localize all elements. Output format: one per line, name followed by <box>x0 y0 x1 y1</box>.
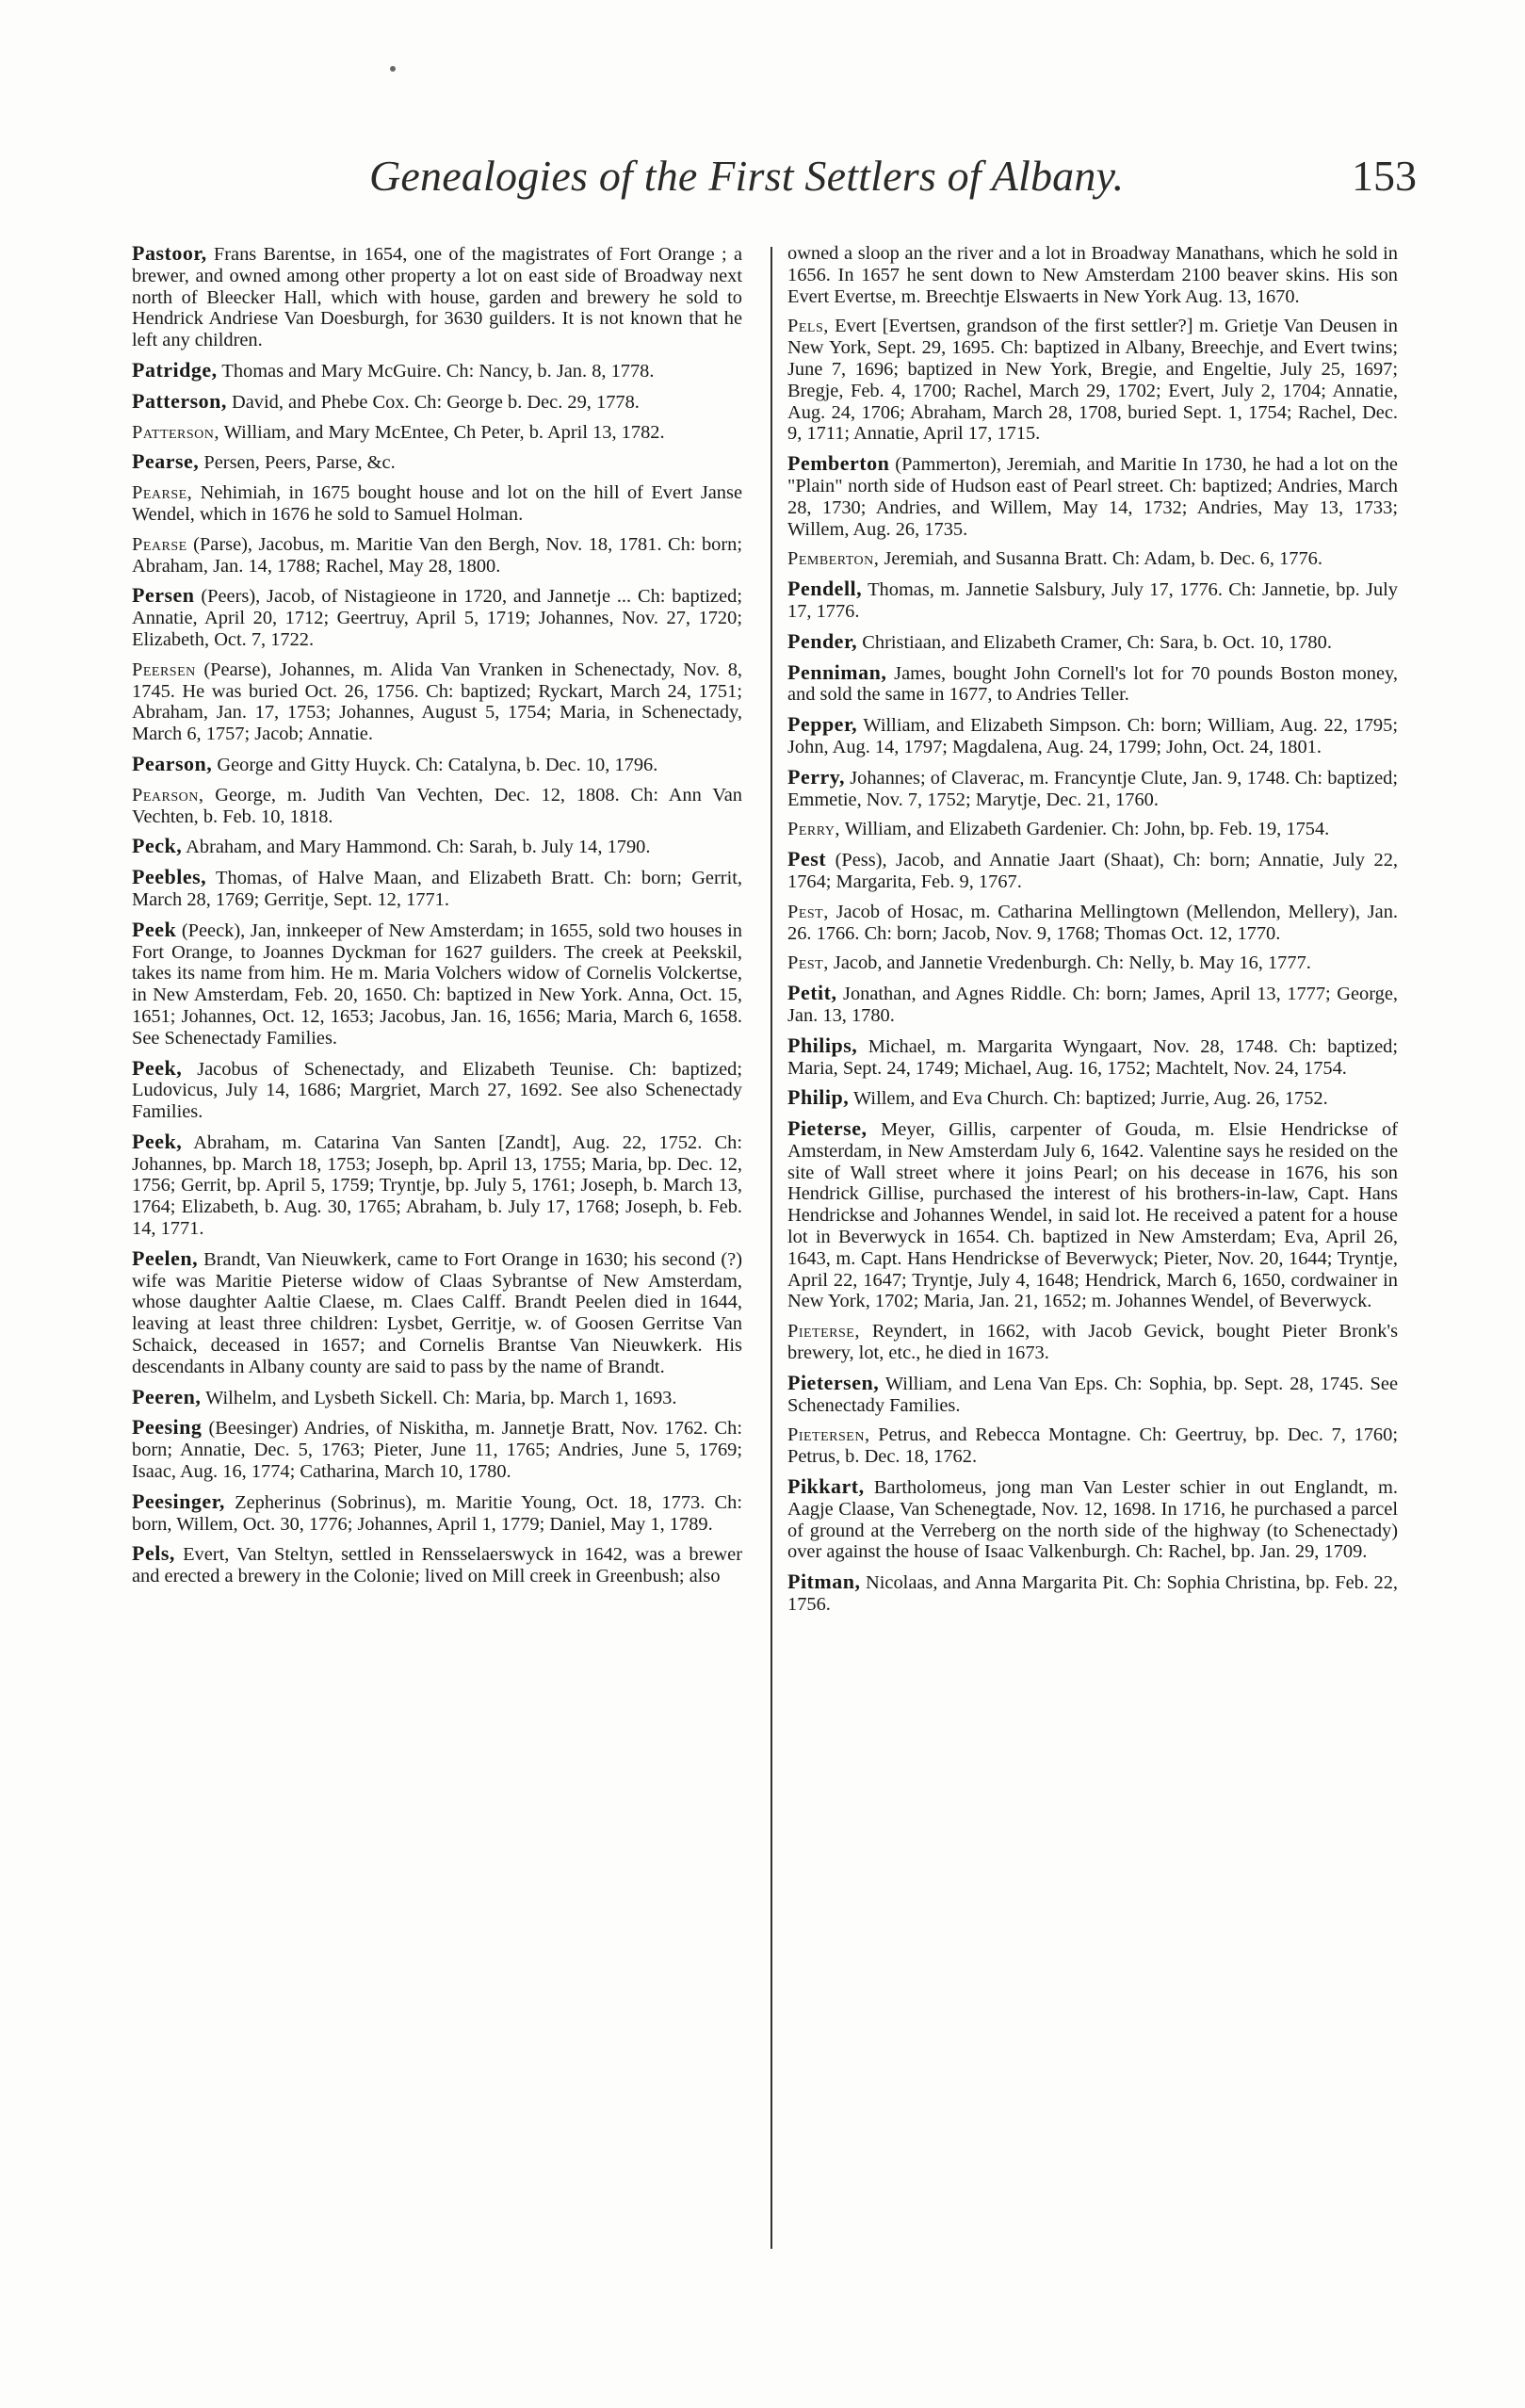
genealogy-entry <box>787 764 1398 811</box>
entry-surname: Pastoor, <box>132 241 207 265</box>
entry-surname: Pels, <box>132 1541 175 1566</box>
entry-text: Michael, m. Margarita Wyngaart, Nov. 28, 1748. Ch: baptized; Maria, Sept. 24, 1749; Michael, Aug. 16, 1752; Machtelt, Nov. 24, 1754. <box>787 1035 1398 1079</box>
genealogy-entry <box>132 919 742 1049</box>
entry-text: (Peeck), Jan, innkeeper of New Amsterdam; in 1655, sold two houses in Fort Orange, to Joannes Dyckman for 1627 guilders. The creek at Peekskil, takes its name from him. He m. Maria Volchers widow of Cornelis Volckertse, in New Amsterdam, Feb. 20, 1650. Ch: baptized in New York. Anna, Oct. 15, 1651; Johannes, Oct. 12, 1653; Jacobus, Jan. 16, 1656; Maria, March 6, 1658. See Schenectady Families. <box>132 919 742 1049</box>
entry-text: Wilhelm, and Lysbeth Sickell. Ch: Maria, bp. March 1, 1693. <box>201 1387 677 1408</box>
genealogy-entry <box>787 316 1398 445</box>
genealogy-entry <box>787 902 1398 945</box>
page-header <box>369 151 1417 217</box>
entry-text: William, and Mary McEntee, Ch Peter, b. April 13, 1782. <box>219 421 665 443</box>
entry-text: Jeremiah, and Susanna Bratt. Ch: Adam, b. Dec. 6, 1776. <box>879 548 1322 570</box>
entry-surname: Patridge, <box>132 357 218 382</box>
entry-surname: Pest, <box>787 952 829 974</box>
genealogy-entry <box>787 1424 1398 1468</box>
entry-text: Thomas, of Halve Maan, and Elizabeth Bratt. Ch: born; Gerrit, March 28, 1769; Gerritje, Sept. 12, 1771. <box>132 868 742 910</box>
entry-surname: Peebles, <box>132 865 207 889</box>
page-number: 153 <box>1352 152 1417 200</box>
genealogy-entry <box>132 1417 742 1482</box>
genealogy-entry <box>132 585 742 650</box>
genealogy-entry <box>787 714 1398 758</box>
entry-text: Nicolaas, and Anna Margarita Pit. Ch: Sophia Christina, bp. Feb. 22, 1756. <box>787 1572 1398 1616</box>
entry-surname: Pieterse, <box>787 1321 860 1342</box>
entry-text: (Pearse), Johannes, m. Alida Van Vranken in Schenectady, Nov. 8, 1745. He was buried Oct. 26, 1756. Ch: baptized; Ryckart, March 24, 1751; Abraham, Jan. 17, 1753; Johannes, August 5, 1754; Maria, in Schenectady, March 6, 1757; Jacob; Annatie. <box>132 659 742 745</box>
genealogy-entry <box>787 1476 1398 1563</box>
right-column <box>787 243 1398 1624</box>
entry-text: Meyer, Gillis, carpenter of Gouda, m. Elsie Hendrickse of Amsterdam, in New Amsterdam July 6, 1642. Valentine says he resided on the site of Wall street where it joins Pearl; on his decease in 1676, his son Hendrick Gillise, purchased the interest of his brothers-in-law, Capt. Hans Hendrickse and Johannes Wendel, in said lot. He received a patent for a house lot in Beverwyck in 1654. Ch. baptized in New Amsterdam; Eva, April 26, 1643, m. Capt. Hans Hendrickse of Beverwyck; Pieter, Nov. 20, 1644; Tryntje, April 22, 1647; Tryntje, July 4, 1648; Hendrick, March 6, 1650, cordwainer in New York, 1702; Maria, Jan. 21, 1652; m. Johannes Wendel, of Beverwyck. <box>787 1119 1398 1312</box>
entry-text: Evert [Evertsen, grandson of the first settler?] m. Grietje Van Deusen in New York, Sept. 29, 1695. Ch: baptized in Albany, Breechje, and Evert twins; June 7, 1696; baptized in New York, Bregie, and Engeltie, July 25, 1697; Bregje, Feb. 4, 1700; Rachel, March 29, 1702; Evert, July 2, 1704; Annatie, Aug. 24, 1706; Abraham, March 28, 1708, buried Sept. 1, 1754; Rachel, Dec. 9, 1711; Annatie, April 17, 1715. <box>787 316 1398 445</box>
genealogy-entry <box>787 1571 1398 1616</box>
entry-surname: Perry, <box>787 819 841 840</box>
entry-surname: Pendell, <box>787 577 863 601</box>
entry-surname: Peek, <box>132 1129 183 1153</box>
genealogy-entry <box>132 534 742 578</box>
entry-surname: Perry, <box>787 764 846 789</box>
entry-surname: Pietersen, <box>787 1424 870 1446</box>
stray-mark <box>390 66 396 72</box>
entry-text: Thomas and Mary McGuire. Ch: Nancy, b. Jan. 8, 1778. <box>217 360 655 382</box>
genealogy-entry <box>787 1118 1398 1312</box>
entry-surname: Peek <box>132 917 177 941</box>
genealogy-entry <box>787 1321 1398 1364</box>
genealogy-entry <box>787 548 1398 570</box>
running-title: Genealogies of the First Settlers of Albany. <box>369 152 1125 200</box>
genealogy-entry <box>132 388 742 414</box>
entry-text: Jonathan, and Agnes Riddle. Ch: born; James, April 13, 1777; George, Jan. 13, 1780. <box>787 984 1398 1026</box>
entry-surname: Peelen, <box>132 1245 199 1270</box>
entry-text: Christiaan, and Elizabeth Cramer, Ch: Sara, b. Oct. 10, 1780. <box>857 631 1332 653</box>
entry-surname: Pieterse, <box>787 1116 868 1141</box>
entry-text: Evert, Van Steltyn, settled in Rensselaerswyck in 1642, was a brewer and erected a brewery in the Colonie; lived on Mill creek in Greenbush; also <box>132 1544 742 1587</box>
entry-surname: Pearse, <box>132 482 193 504</box>
genealogy-entry <box>787 243 1398 307</box>
entry-text: Jacob, and Jannetie Vredenburgh. Ch: Nelly, b. May 16, 1777. <box>828 952 1311 974</box>
entry-text: James, bought John Cornell's lot for 70 pounds Boston money, and sold the same in 1677, to Andries Teller. <box>787 662 1398 706</box>
entry-surname: Peeren, <box>132 1384 202 1408</box>
entry-text: George, m. Judith Van Vechten, Dec. 12, 1808. Ch: Ann Van Vechten, b. Feb. 10, 1818. <box>132 784 742 827</box>
entry-surname: Pemberton, <box>787 548 880 570</box>
genealogy-entry <box>132 422 742 444</box>
genealogy-entry <box>132 357 742 382</box>
entry-text: William, and Lena Van Eps. Ch: Sophia, bp. Sept. 28, 1745. See Schenectady Families. <box>787 1373 1398 1416</box>
entry-text: (Peers), Jacob, of Nistagieone in 1720, and Jannetje ... Ch: baptized; Annatie, April 20, 1712; Geertruy, April 5, 1719; Johannes, Nov. 27, 1720; Elizabeth, Oct. 7, 1722. <box>132 586 742 650</box>
entry-surname: Pearson, <box>132 751 213 775</box>
genealogy-entry <box>132 836 742 858</box>
entry-text: Thomas, m. Jannetie Salsbury, July 17, 1776. Ch: Jannetie, bp. July 17, 1776. <box>787 579 1398 622</box>
entry-text: owned a sloop an the river and a lot in Broadway Manathans, which he sold in 1656. In 1657 he sent down to New Amsterdam 2100 beaver skins. His son Evert Evertse, m. Breechtje Elswaerts in New York Aug. 13, 1670. <box>787 243 1398 307</box>
entry-surname: Peck, <box>132 834 183 858</box>
entry-text: Frans Barentse, in 1654, one of the magistrates of Fort Orange ; a brewer, and owned among other property a lot on east side of Broadway next north of Bleecker Hall, which with house, garden and brewery he sold to Hendrick Andriese Van Doesburgh, for 3630 guilders. It is not known that he left any children. <box>132 244 742 351</box>
genealogy-entry <box>787 983 1398 1027</box>
entry-surname: Pitman, <box>787 1570 861 1594</box>
genealogy-entry <box>132 867 742 911</box>
entry-text: Petrus, and Rebecca Montagne. Ch: Geertruy, bp. Dec. 7, 1760; Petrus, b. Dec. 18, 1762. <box>787 1424 1398 1468</box>
entry-text: William, and Elizabeth Simpson. Ch: born; William, Aug. 22, 1795; John, Aug. 14, 1797; Magdalena, Aug. 24, 1799; John, Oct. 24, 1801. <box>787 715 1398 757</box>
entry-surname: Pietersen, <box>787 1370 880 1394</box>
genealogy-entry <box>132 1245 742 1378</box>
genealogy-entry <box>132 1055 742 1123</box>
entry-surname: Pest, <box>787 901 829 922</box>
genealogy-entry <box>132 751 742 776</box>
genealogy-entry <box>787 628 1398 654</box>
entry-surname: Patterson, <box>132 388 227 413</box>
entry-text: Johannes; of Claverac, m. Francyntje Clute, Jan. 9, 1748. Ch: baptized; Emmetie, Nov. 7, 1752; Marytje, Dec. 21, 1760. <box>787 767 1398 810</box>
entry-surname: Peesing <box>132 1415 203 1440</box>
entry-text: (Pess), Jacob, and Annatie Jaart (Shaat), Ch: born; Annatie, July 22, 1764; Margarita, Feb. 9, 1767. <box>787 850 1398 892</box>
entry-text: Reyndert, in 1662, with Jacob Gevick, bought Pieter Bronk's brewery, lot, etc., he died in 1673. <box>787 1321 1398 1364</box>
entry-text: Brandt, Van Nieuwkerk, came to Fort Orange in 1630; his second (?) wife was Maritie Pieterse widow of Claas Sybrantse of New Amsterdam, whose daughter Aaltie Claese, m. Claes Calff. Brandt Peelen died in 1644, leaving at least three children: Lysbet, Gerritje, w. of Goosen Gerritse Van Schaick, deceased in 1657; and Cornelis Brantse Van Nieuwkerk. His descendants in Albany county are said to pass by the name of Brandt. <box>132 1248 742 1377</box>
left-column <box>132 243 742 1596</box>
entry-surname: Pepper, <box>787 712 858 737</box>
entry-text: William, and Elizabeth Gardenier. Ch: John, bp. Feb. 19, 1754. <box>840 819 1330 840</box>
entry-text: David, and Phebe Cox. Ch: George b. Dec. 29, 1778. <box>226 391 640 413</box>
genealogy-entry <box>132 1384 742 1409</box>
entry-surname: Pearse <box>132 533 187 555</box>
genealogy-entry <box>132 1131 742 1240</box>
entry-surname: Patterson, <box>132 421 219 443</box>
entry-surname: Pender, <box>787 628 858 653</box>
entry-surname: Peersen <box>132 659 196 680</box>
entry-text: (Parse), Jacobus, m. Maritie Van den Bergh, Nov. 18, 1781. Ch: born; Abraham, Jan. 14, 1788; Rachel, May 28, 1800. <box>132 533 742 577</box>
genealogy-entry <box>132 482 742 526</box>
entry-surname: Pearson, <box>132 784 204 805</box>
genealogy-entry <box>787 453 1398 540</box>
entry-text: (Beesinger) Andries, of Niskitha, m. Jannetje Bratt, Nov. 1762. Ch: born; Annatie, Dec. 5, 1763; Pieter, June 11, 1765; Andries, June 5, 1769; Isaac, Aug. 16, 1774; Catharina, March 10, 1780. <box>132 1418 742 1483</box>
entry-text: Abraham, m. Catarina Van Santen [Zandt], Aug. 22, 1752. Ch: Johannes, bp. March 18, 1753; Joseph, bp. April 13, 1755; Maria, bp. Dec. 12, 1756; Gerrit, bp. April 5, 1759; Tryntje, bp. July 5, 1761; Joseph, b. March 13, 1764; Elizabeth, b. Aug. 30, 1765; Abraham, b. July 17, 1768; Joseph, b. Feb. 14, 1771. <box>132 1131 742 1240</box>
entry-surname: Philip, <box>787 1085 850 1110</box>
entry-surname: Pemberton <box>787 451 890 476</box>
entry-surname: Persen <box>132 583 195 608</box>
entry-surname: Peek, <box>132 1055 183 1080</box>
entry-surname: Penniman, <box>787 659 887 684</box>
entry-text: Jacob of Hosac, m. Catharina Mellingtown (Mellendon, Mellery), Jan. 26. 1766. Ch: born; Jacob, Nov. 9, 1768; Thomas Oct. 12, 1770. <box>787 901 1398 944</box>
entry-text: Nehimiah, in 1675 bought house and lot on the hill of Evert Janse Wendel, which in 1676 he sold to Samuel Holman. <box>132 482 742 525</box>
entry-surname: Pels, <box>787 316 829 337</box>
genealogy-entry <box>787 819 1398 840</box>
entry-text: George and Gitty Huyck. Ch: Catalyna, b. Dec. 10, 1796. <box>212 754 658 775</box>
genealogy-entry <box>132 451 742 474</box>
genealogy-entry <box>787 1370 1398 1417</box>
entry-text: Willem, and Eva Church. Ch: baptized; Jurrie, Aug. 26, 1752. <box>849 1088 1328 1110</box>
genealogy-entry <box>787 578 1398 623</box>
genealogy-entry <box>787 1087 1398 1110</box>
genealogy-entry <box>787 952 1398 974</box>
entry-text: Jacobus of Schenectady, and Elizabeth Teunise. Ch: baptized; Ludovicus, July 14, 1686; Margriet, March 27, 1692. See also Schenectady Families. <box>132 1058 742 1123</box>
entry-text: Zepherinus (Sobrinus), m. Maritie Young, Oct. 18, 1773. Ch: born, Willem, Oct. 30, 1776; Johannes, April 1, 1779; Daniel, May 1, 1789. <box>132 1491 742 1535</box>
entry-surname: Pikkart, <box>787 1474 865 1499</box>
entry-surname: Philips, <box>787 1033 858 1057</box>
genealogy-entry <box>787 849 1398 893</box>
entry-text: Persen, Peers, Parse, &c. <box>199 452 396 474</box>
genealogy-entry <box>132 659 742 745</box>
genealogy-entry <box>132 785 742 828</box>
entry-text: Bartholomeus, jong man Van Lester schier in out Englandt, m. Aagje Claase, Van Schenegtade, Nov. 12, 1698. In 1716, he purchased a parcel of ground at the Verreberg on the north side of the highway (to Schenectady) over against the house of Isaac Valkenburgh. Ch: Rachel, bp. Jan. 29, 1709. <box>787 1477 1398 1563</box>
entry-text: (Pammerton), Jeremiah, and Maritie In 1730, he had a lot on the "Plain" north side of Hudson east of Pearl street. Ch: baptized; Andries, March 28, 1730; Andries, and Willem, May 14, 1732; Andries, May 13, 1733; Willem, Aug. 26, 1735. <box>787 454 1398 540</box>
genealogy-entry <box>787 659 1398 707</box>
genealogy-entry <box>787 1035 1398 1080</box>
genealogy-entry <box>132 1543 742 1587</box>
genealogy-entry <box>132 243 742 351</box>
entry-surname: Petit, <box>787 981 837 1005</box>
entry-surname: Pest <box>787 847 827 871</box>
column-divider <box>771 247 772 2249</box>
genealogy-entry <box>132 1491 742 1536</box>
entry-surname: Peesinger, <box>132 1489 225 1513</box>
entry-text: Abraham, and Mary Hammond. Ch: Sarah, b. July 14, 1790. <box>182 837 651 858</box>
entry-surname: Pearse, <box>132 449 200 474</box>
